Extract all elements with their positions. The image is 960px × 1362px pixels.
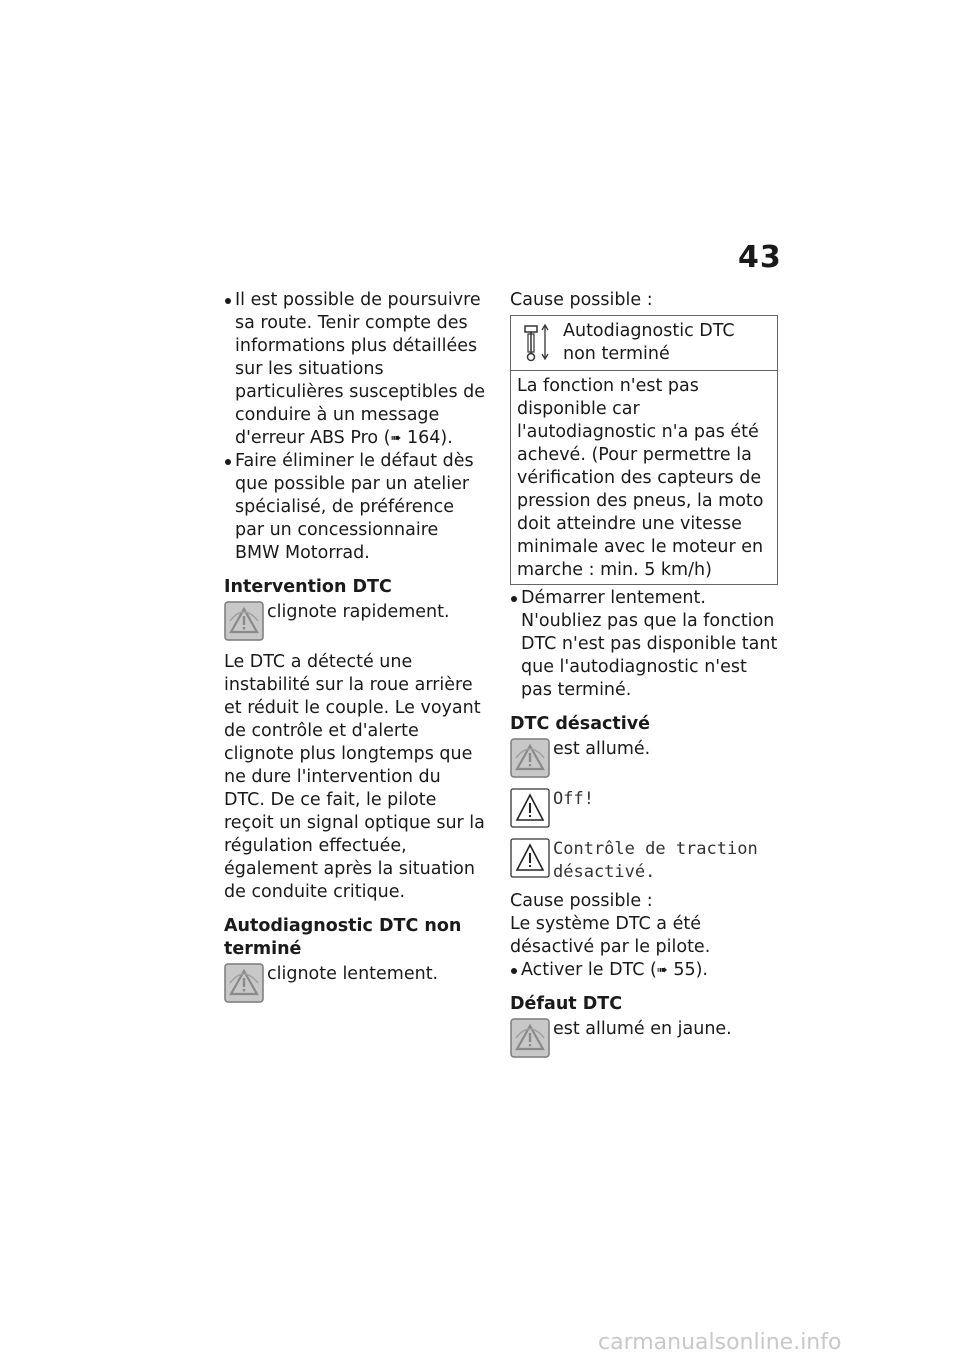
list-item-text: Activer le DTC (	[521, 960, 657, 980]
info-box-header	[511, 316, 777, 371]
reference-arrow-icon: ➠	[656, 963, 668, 978]
tire-pressure-tool-icon	[519, 320, 555, 364]
section-heading: DTC désactivé	[510, 714, 651, 734]
cause-label: Cause possible :	[510, 290, 653, 310]
icon-text: est allumé.	[553, 739, 651, 759]
reference-arrow-icon: ➠	[390, 431, 402, 446]
page-number: 43	[738, 240, 782, 275]
info-box	[510, 315, 778, 585]
dtc-warning-icon	[224, 601, 264, 641]
info-box-body: La fonction n'est pas disponible car l'autodiagnostic n'a pas été achevé. (Pour permettre la vérification des capteurs de pression des pneus, la moto doit atteindre une vitesse minimale avec le moteur en marche : min. 5 km/h)	[517, 376, 764, 580]
left-column	[224, 289, 486, 1003]
list-item	[510, 587, 778, 702]
warning-triangle-icon	[510, 788, 550, 828]
cause-text: Le système DTC a été désactivé par le pilote.	[510, 914, 711, 957]
warning-triangle-icon	[510, 838, 550, 878]
icon-row	[510, 788, 778, 828]
page-reference[interactable]: 164).	[406, 428, 453, 448]
section-heading: Intervention DTC	[224, 577, 392, 597]
right-column	[510, 289, 778, 1058]
section-heading: Défaut DTC	[510, 994, 623, 1014]
display-text: Off!	[553, 789, 594, 809]
display-text: Contrôle de traction désactivé.	[553, 839, 758, 882]
paragraph: Le DTC a détecté une instabilité sur la roue arrière et réduit le couple. Le voyant de contrôle et d'alerte clignote plus longtemps que ne dure l'intervention du DTC. De ce fait, le pilote reçoit un signal optique sur la régulation effectuée, également après la situation de conduite critique.	[224, 652, 485, 902]
dtc-warning-icon	[224, 963, 264, 1003]
list-item	[224, 450, 486, 565]
list-item: Il est possible de poursuivre sa route. Tenir compte des informations plus détaillées sur les situations particulières susceptibles de conduire à un message d'erreur ABS Pro (➠ 164).	[224, 289, 486, 450]
list-item-text: Démarrer lentement. N'oubliez pas que la fonction DTC n'est pas disponible tant que l'autodiagnostic n'est pas terminé.	[521, 588, 778, 700]
info-box-title: Autodiagnostic DTC non terminé	[563, 321, 735, 364]
icon-text: clignote lentement.	[267, 964, 439, 984]
icon-row	[510, 1018, 778, 1058]
icon-row	[510, 838, 778, 884]
dtc-warning-icon	[510, 1018, 550, 1058]
icon-text: clignote rapidement.	[267, 602, 450, 622]
dtc-warning-icon	[510, 738, 550, 778]
cause-label: Cause possible :	[510, 891, 653, 911]
page-reference[interactable]: 55).	[673, 960, 708, 980]
watermark: carmanualsonline.info	[598, 1330, 842, 1355]
section-heading: Autodiagnostic DTC non terminé	[224, 916, 462, 959]
icon-row	[224, 601, 486, 641]
list-item	[510, 959, 778, 982]
list-item-text: Faire éliminer le défaut dès que possible par un atelier spécialisé, de préférence par un concessionnaire BMW Motorrad.	[235, 451, 474, 563]
icon-text: est allumé en jaune.	[553, 1019, 732, 1039]
icon-row	[510, 738, 778, 778]
icon-row	[224, 963, 486, 1003]
list-item-text: Il est possible de poursuivre sa route. Tenir compte des informations plus détaillées sur les situations particulières susceptibles de conduire à un message d'erreur ABS Pro	[235, 290, 486, 448]
